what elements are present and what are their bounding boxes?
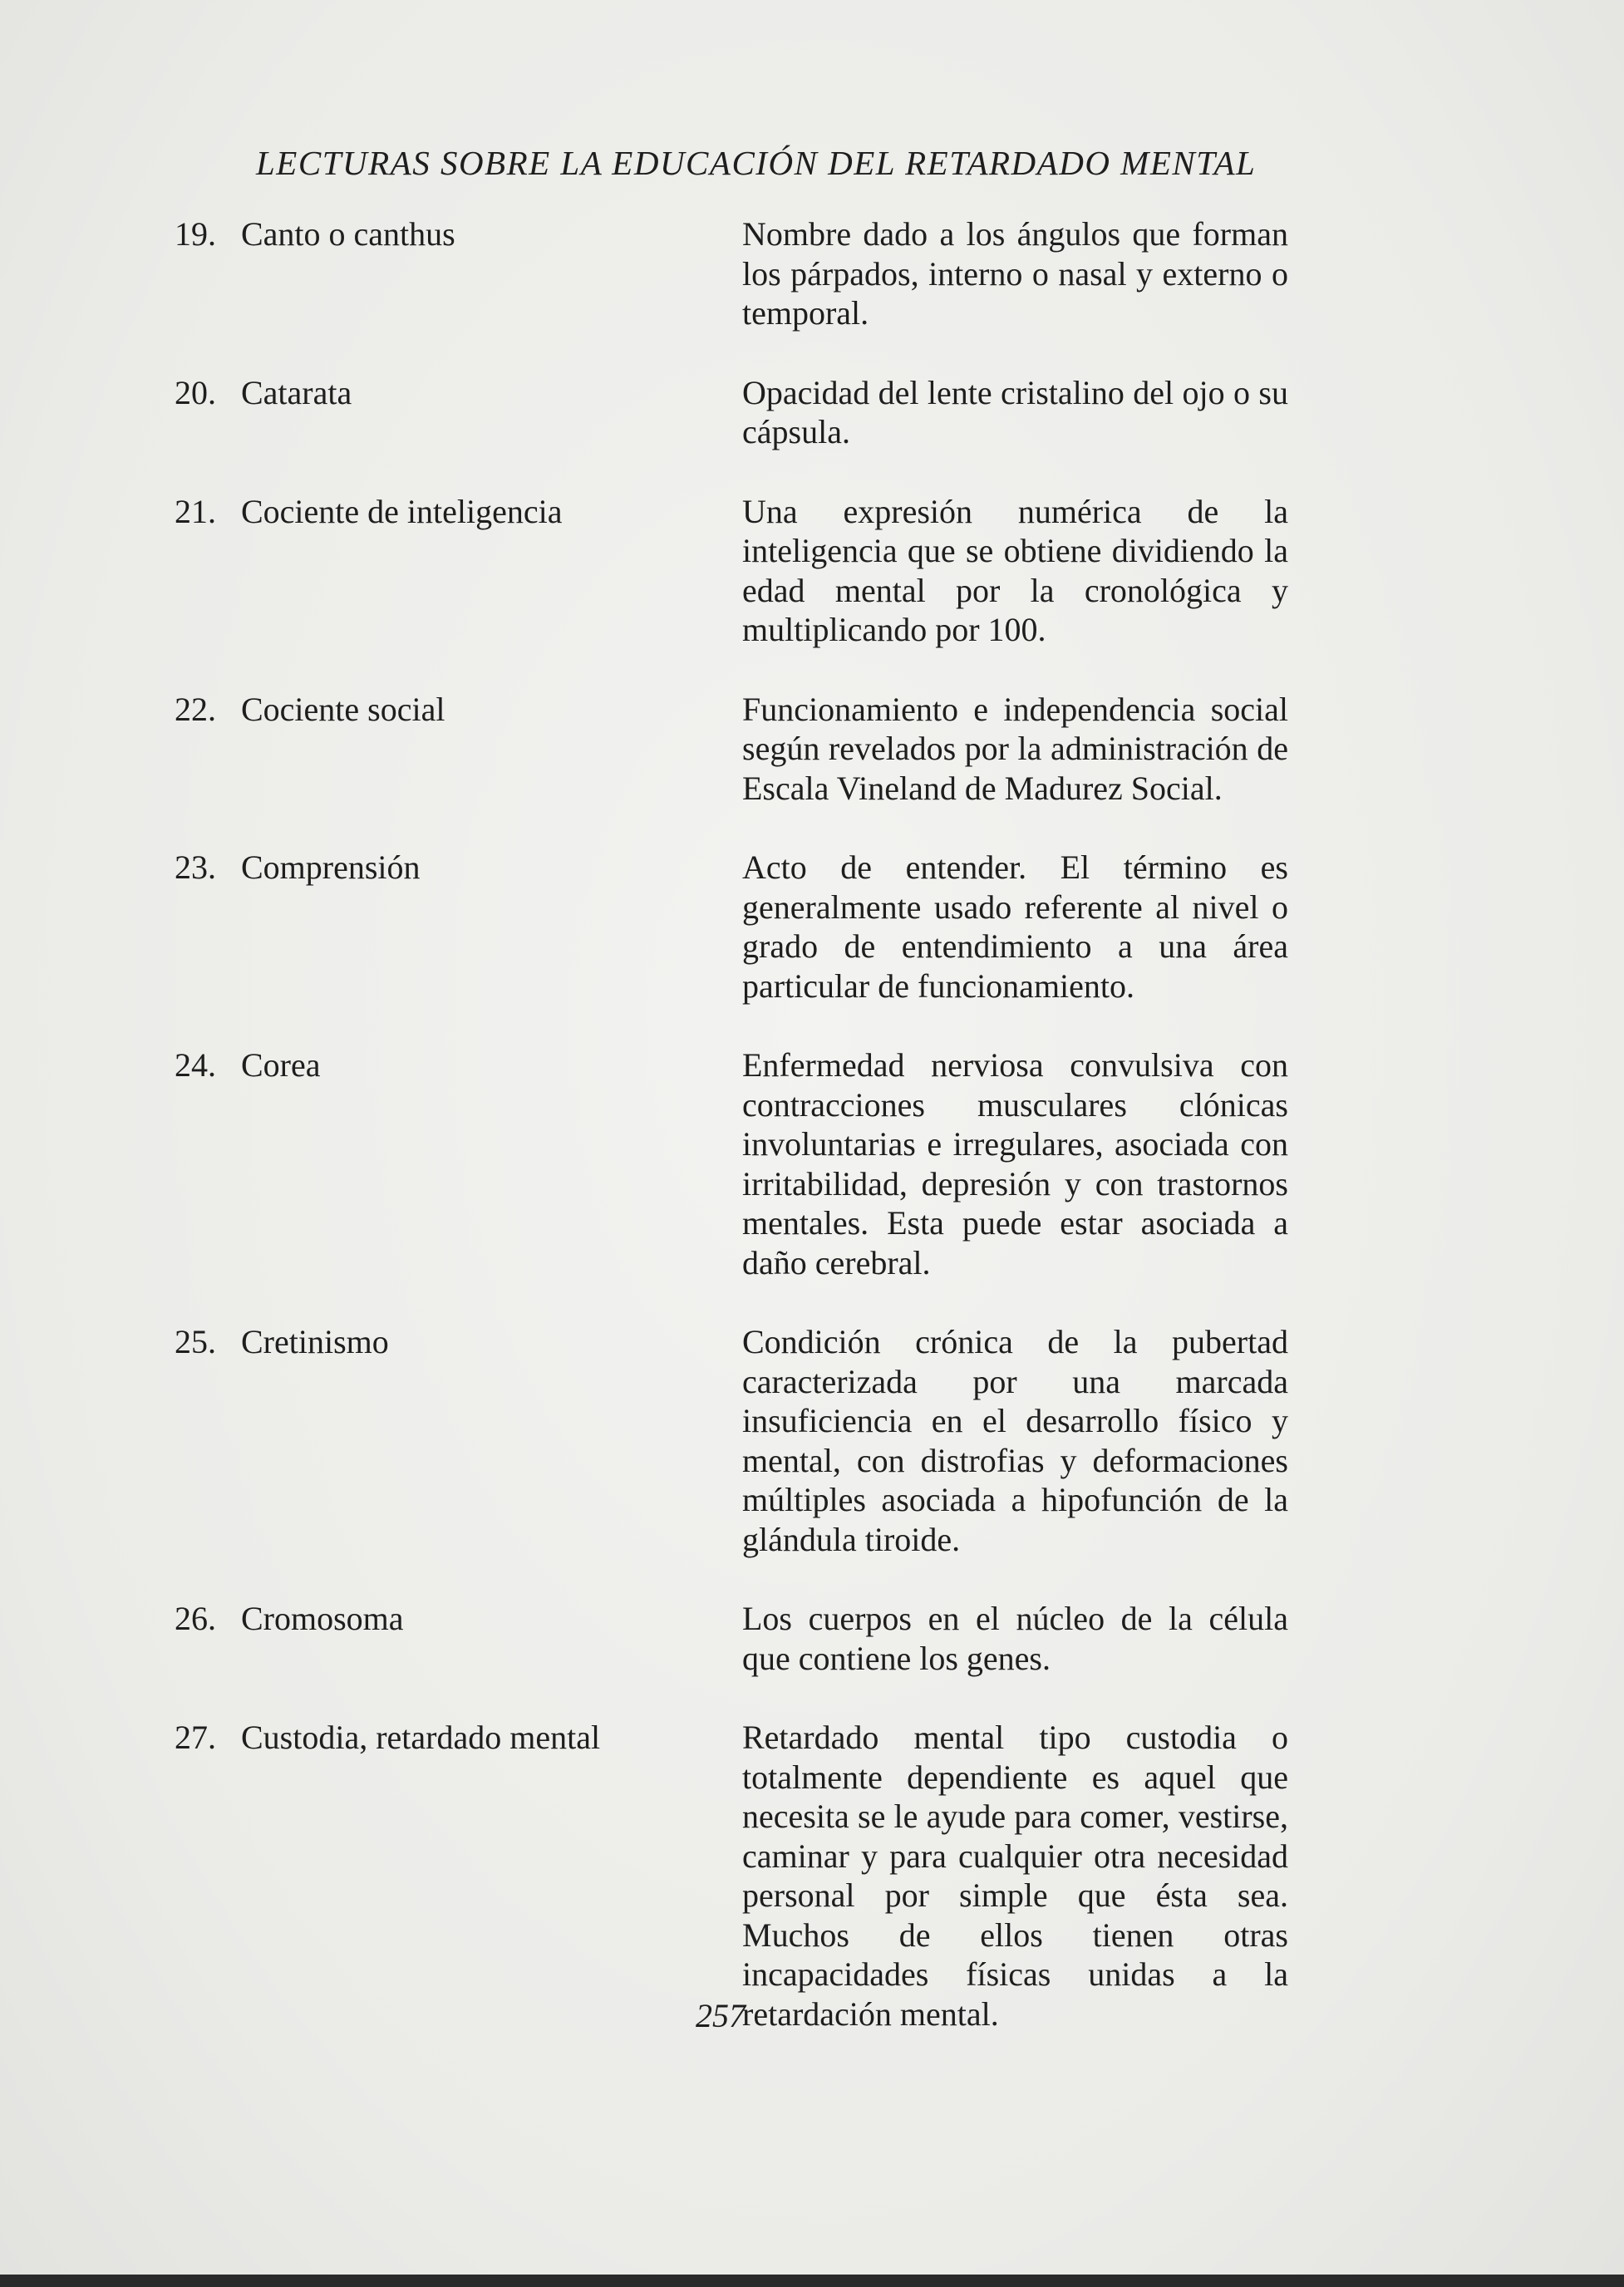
entry-definition: Una expresión numérica de la inteligencia que se obtiene dividiendo la edad mental por la cronológica y multiplicando por 100. <box>742 492 1288 648</box>
entry-definition: Nombre dado a los ángulos que forman los párpados, interno o nasal y externo o temporal. <box>742 215 1288 332</box>
glossary-entry <box>175 1045 1288 1282</box>
glossary-entry <box>175 492 1288 650</box>
entry-term-text: Cretinismo <box>241 1323 389 1360</box>
entry-number: 27. <box>175 1719 216 1756</box>
glossary-entry <box>175 1599 1288 1678</box>
entry-number: 25. <box>175 1323 216 1360</box>
entry-definition: Retardado mental tipo custodia o totalmente dependiente es aquel que necesita se le ayude para comer, vestirse, caminar y para cualquier otra necesidad personal por simple que ésta sea. Muchos de ellos tienen otras incapacidades físicas unidas a la retardación mental. <box>742 1719 1288 2033</box>
entry-definition: Funcionamiento e independencia social según revelados por la administración de Escala Vineland de Madurez Social. <box>742 690 1288 807</box>
entry-definition: Condición crónica de la pubertad caracterizada por una marcada insuficiencia en el desarrollo físico y mental, con distrofias y deformaciones múltiples asociada a hipofunción de la glándula tiroide. <box>742 1323 1288 1558</box>
glossary-entry <box>175 373 1288 452</box>
glossary-entry <box>175 214 1288 333</box>
entry-term <box>175 690 445 730</box>
entry-number: 19. <box>175 215 216 253</box>
entry-number: 22. <box>175 690 216 728</box>
glossary-entry <box>175 1322 1288 1559</box>
entry-term <box>175 1322 389 1362</box>
page-number: 257 <box>696 1997 746 2034</box>
glossary-entry <box>175 848 1288 1006</box>
glossary-entry <box>175 1718 1288 2034</box>
scan-edge <box>0 2275 1624 2287</box>
entry-number: 21. <box>175 492 216 530</box>
entry-term <box>175 492 563 532</box>
entry-term-text: Canto o canthus <box>241 215 455 253</box>
entry-term-text: Catarata <box>241 373 352 411</box>
entry-term <box>175 1718 600 1758</box>
glossary-list <box>175 214 1288 2073</box>
entry-term <box>175 214 455 254</box>
entry-term <box>175 373 352 413</box>
entry-number: 26. <box>175 1600 216 1637</box>
entry-term <box>175 1045 321 1085</box>
entry-definition: Acto de entender. El término es generalmente usado referente al nivel o grado de entendimiento a una área particular de funcionamiento. <box>742 848 1288 1005</box>
entry-term-text: Cociente social <box>241 690 445 728</box>
entry-term-text: Cociente de inteligencia <box>241 492 563 530</box>
entry-term-text: Corea <box>241 1046 321 1084</box>
entry-definition: Opacidad del lente cristalino del ojo o su cápsula. <box>742 373 1288 450</box>
entry-term-text: Cromosoma <box>241 1600 404 1637</box>
entry-term <box>175 1599 404 1639</box>
entry-term <box>175 848 421 888</box>
entry-definition: Enfermedad nerviosa convulsiva con contracciones musculares clónicas involuntarias e irregulares, asociada con irritabilidad, depresión y con trastornos mentales. Esta puede estar asociada a daño cerebral. <box>742 1046 1288 1281</box>
glossary-entry <box>175 690 1288 809</box>
entry-number: 24. <box>175 1046 216 1084</box>
entry-number: 23. <box>175 848 216 886</box>
entry-term-text: Comprensión <box>241 848 421 886</box>
entry-definition: Los cuerpos en el núcleo de la célula que contiene los genes. <box>742 1600 1288 1677</box>
running-header: LECTURAS SOBRE LA EDUCACIÓN DEL RETARDADO MENTAL <box>256 144 1257 182</box>
entry-number: 20. <box>175 373 216 411</box>
entry-term-text: Custodia, retardado mental <box>241 1719 601 1756</box>
